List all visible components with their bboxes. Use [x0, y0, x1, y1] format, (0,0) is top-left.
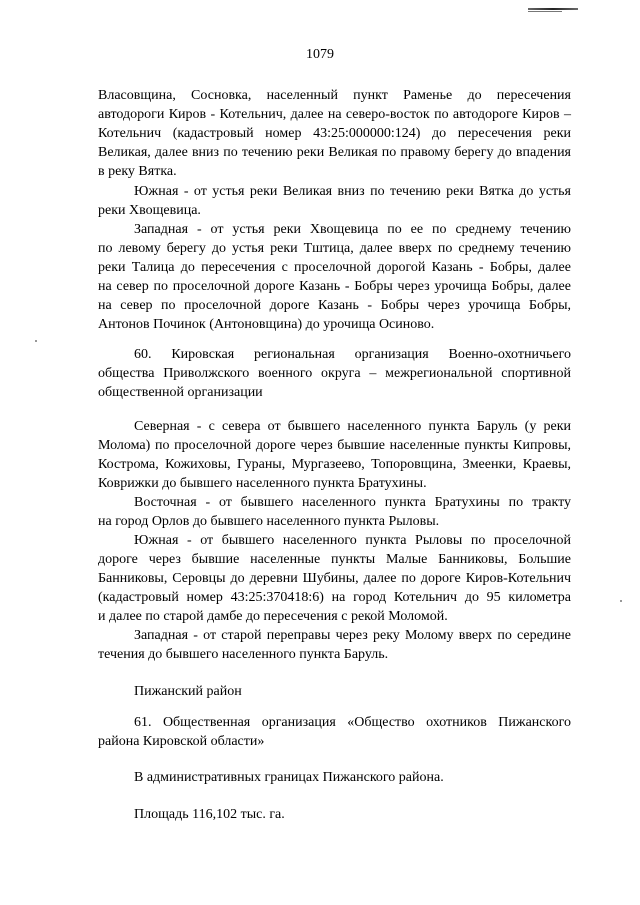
- text-line: Южная - от бывшего населенного пункта Рыловы по проселочной: [134, 533, 571, 548]
- district-heading: [98, 682, 571, 701]
- organization-heading-60: [98, 345, 571, 402]
- organization-heading-61: [98, 713, 571, 751]
- area-statement: [98, 805, 571, 824]
- scan-artifact: [528, 8, 578, 10]
- text-line: течения до бывшего населенного пункта Баруль.: [98, 647, 389, 662]
- text-line: автодороги Киров - Котельнич, далее на северо-восток по автодороге Киров –: [98, 107, 571, 122]
- text-line: Пижанский район: [134, 684, 242, 699]
- text-line: реки Хвощевица.: [98, 203, 201, 218]
- text-line: на город Орлов до бывшего населенного пункта Рыловы.: [98, 514, 440, 529]
- text-line: Южная - от устья реки Великая вниз по течению реки Вятка до устья: [134, 184, 571, 199]
- text-line: реки Талица до пересечения с проселочной дорогой Казань - Бобры, далее: [98, 260, 571, 275]
- text-line: Кострома, Кожиховы, Гураны, Мургазеево, Топоровщина, Змеенки, Краевы,: [98, 457, 571, 472]
- text-line: Молома) по проселочной дороге через бывшие населенные пункты Кипровы,: [98, 438, 571, 453]
- text-line: (кадастровый номер 43:25:370418:6) на город Котельнич до 95 километра: [98, 590, 571, 605]
- text-line: 61. Общественная организация «Общество охотников Пижанского: [134, 715, 571, 730]
- paragraph-south-boundary: [98, 531, 571, 626]
- paragraph-south-boundary: [98, 182, 571, 220]
- text-line: Коврижки до бывшего населенного пункта Братухины.: [98, 476, 427, 491]
- scan-speck: [35, 340, 37, 342]
- text-line: и далее по старой дамбе до пересечения с рекой Моломой.: [98, 609, 448, 624]
- text-line: Банниковы, Серовцы до деревни Шубины, далее по дороге Киров-Котельнич: [98, 571, 571, 586]
- text-line: дороге через бывшие населенные пункты Малые Банниковы, Большие: [98, 552, 571, 567]
- paragraph-east-boundary: [98, 493, 571, 531]
- text-line: Восточная - от бывшего населенного пункта Братухины по тракту: [134, 495, 571, 510]
- paragraph-north-boundary: [98, 417, 571, 493]
- page-number: 1079: [306, 47, 334, 62]
- text-line: на север по проселочной дороге Казань - Бобры через урочища Бобры,: [98, 298, 571, 313]
- text-line: Западная - от устья реки Хвощевица по ее по среднему течению: [134, 222, 571, 237]
- text-line: Площадь 116,102 тыс. га.: [134, 807, 285, 822]
- text-line: общественной организации: [98, 385, 263, 400]
- text-line: района Кировской области»: [98, 734, 265, 749]
- scan-artifact: [528, 11, 562, 12]
- text-line: в реку Вятка.: [98, 164, 177, 179]
- text-line: Западная - от старой переправы через реку Молому вверх по середине: [134, 628, 571, 643]
- text-line: на север по проселочной дороге Казань - Бобры через урочища Бобры, далее: [98, 279, 571, 294]
- paragraph-west-boundary: [98, 626, 571, 664]
- paragraph-west-boundary: [98, 220, 571, 334]
- text-line: Котельнич (кадастровый номер 43:25:000000:124) до пересечения реки: [98, 126, 571, 141]
- text-line: Антонов Починок (Антоновщина) до урочища Осиново.: [98, 317, 435, 332]
- text-line: Северная - с севера от бывшего населенного пункта Баруль (у реки: [134, 419, 571, 434]
- text-line: общества Приволжского военного округа – межрегиональной спортивной: [98, 366, 571, 381]
- scan-speck: [620, 600, 622, 602]
- text-line: В административных границах Пижанского района.: [134, 770, 444, 785]
- boundaries-statement: [98, 768, 571, 787]
- paragraph-continuation: [98, 86, 571, 181]
- text-line: Власовщина, Сосновка, населенный пункт Раменье до пересечения: [98, 88, 571, 103]
- text-line: 60. Кировская региональная организация Военно-охотничьего: [134, 347, 571, 362]
- text-line: Великая, далее вниз по течению реки Великая по правому берегу до впадения: [98, 145, 571, 160]
- text-line: по левому берегу до устья реки Тштица, далее вверх по среднему течению: [98, 241, 571, 256]
